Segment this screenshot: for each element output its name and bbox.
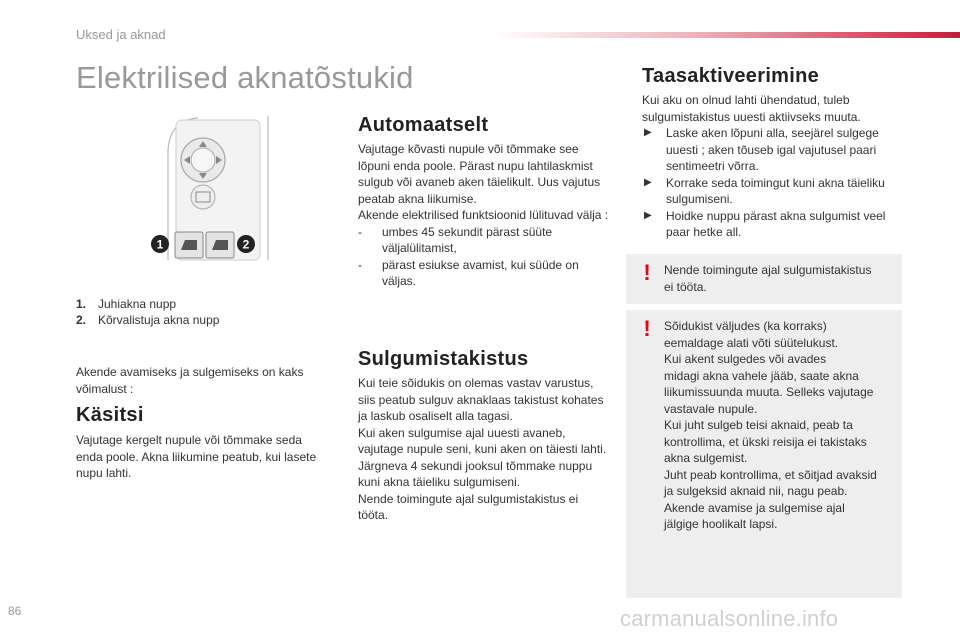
list-item: - umbes 45 sekundit pärast süüte väljalülitamist, xyxy=(358,224,553,255)
manual-heading: Käsitsi xyxy=(76,404,144,426)
mirror-control-icon xyxy=(181,138,225,182)
list-item: ▶ Korrake seda toimingut kuni akna täieliku sulgumiseni. xyxy=(644,175,885,206)
legend-item: 1. Juhiakna nupp xyxy=(76,297,177,311)
window-switch-illustration xyxy=(140,110,270,270)
legend-item: 2. Kõrvalistuja akna nupp xyxy=(76,313,220,327)
auto-heading: Automaatselt xyxy=(358,114,489,136)
bullet-arrow-icon: ▶ xyxy=(644,127,652,138)
page-title: Elektrilised aknatõstukid xyxy=(76,60,414,95)
warning-text: Sõidukist väljudes (ka korraks) eemaldage alati võti süütelukust. Kui akent sulgedes või avades midagi akna vahele jääb, saate akna liikumissuunda muuta. Selleks vajutage vastavale nupule. Kui juht sulgeb teisi aknaid, peab ta kontrollima, et ükski reisija ei takistaks akna sulgemist. Juht peab kontrollima, et sõitjad avaksid ja sulgeksid aknaid nii, nagu peab. Akende avamise ja sulgemise ajal jälgige hoolikalt lapsi. xyxy=(664,319,877,531)
intro-text: Akende avamiseks ja sulgemiseks on kaks võimalust : xyxy=(76,365,304,396)
section-header: Uksed ja aknad xyxy=(76,27,166,42)
bullet-arrow-icon: ▶ xyxy=(644,176,652,188)
reactivation-heading: Taasaktiveerimine xyxy=(642,65,820,87)
window-switch-driver-icon xyxy=(175,232,203,258)
header-accent-bar xyxy=(490,32,960,38)
bullet-arrow-icon: ▶ xyxy=(644,209,652,221)
warning-exclamation-icon: ! xyxy=(643,260,651,285)
window-switch-passenger-icon xyxy=(206,232,234,258)
warning-exclamation-icon: ! xyxy=(643,316,651,341)
manual-text: Vajutage kergelt nupule või tõmmake seda enda poole. Akna liikumine peatub, kui lasete nupu lahti. xyxy=(76,433,317,480)
list-item: ▶ Hoidke nuppu pärast akna sulgumist veel paar hetke all. xyxy=(644,208,886,239)
callout-1-marker xyxy=(151,235,169,253)
anti-pinch-heading: Sulgumistakistus xyxy=(358,348,529,370)
warning-box xyxy=(626,310,902,598)
figure-legend xyxy=(76,296,219,328)
mirror-selector-icon xyxy=(191,185,215,209)
page-number: 86 xyxy=(8,604,22,618)
callout-2-label: 2 xyxy=(242,237,250,252)
anti-pinch-text: Kui teie sõidukis on olemas vastav varustus, siis peatub sulguv aknaklaas takistust kohates ja laskub osaliselt alla tagasi. Kui aken sulgumise ajal uuesti avaneb, vajutage nupule seni, kuni aken on täiesti lahti. Järgneva 4 sekundi jooksul tõmmake nuppu kuni akna täieliku sulgumiseni. Nende toimingute ajal sulgumistakistus ei tööta. xyxy=(358,376,607,522)
list-item: - pärast esiukse avamist, kui süüde on väljas. xyxy=(358,257,579,288)
auto-text: Vajutage kõvasti nupule või tõmmake see lõpuni enda poole. Pärast nupu lahtilaskmist sulgub või avaneb aken täielikult. Uus vajutus peatab akna liikumise. Akende elektrilised funktsioonid lülituvad välja : - umbes 45 sekundit pärast süüte väljalülitamist, - pärast esiukse avamist, kui süüde on väljas. xyxy=(358,141,628,290)
reactivation-text: Kui aku on olnud lahti ühendatud, tuleb sulgumistakistus uuesti aktiivseks muuta. ▶ Laske aken lõpuni alla, seejärel sulgege uuesti ; aken tõuseb igal vajutusel paari sentimeetri võrra. ▶ Korrake seda toimingut kuni akna täieliku sulgumiseni. ▶ Hoidke nuppu pärast akna sulgumist veel paar hetke all. xyxy=(642,92,912,241)
list-item: ▶ Laske aken lõpuni alla, seejärel sulgege uuesti ; aken tõuseb igal vajutusel paari sentimeetri võrra. xyxy=(644,126,879,173)
warning-box xyxy=(626,254,902,304)
callout-1-label: 1 xyxy=(156,237,164,252)
watermark: carmanualsonline.info xyxy=(620,606,839,631)
warning-text: Nende toimingute ajal sulgumistakistus ei tööta. xyxy=(664,263,872,294)
callout-2-marker xyxy=(237,235,255,253)
